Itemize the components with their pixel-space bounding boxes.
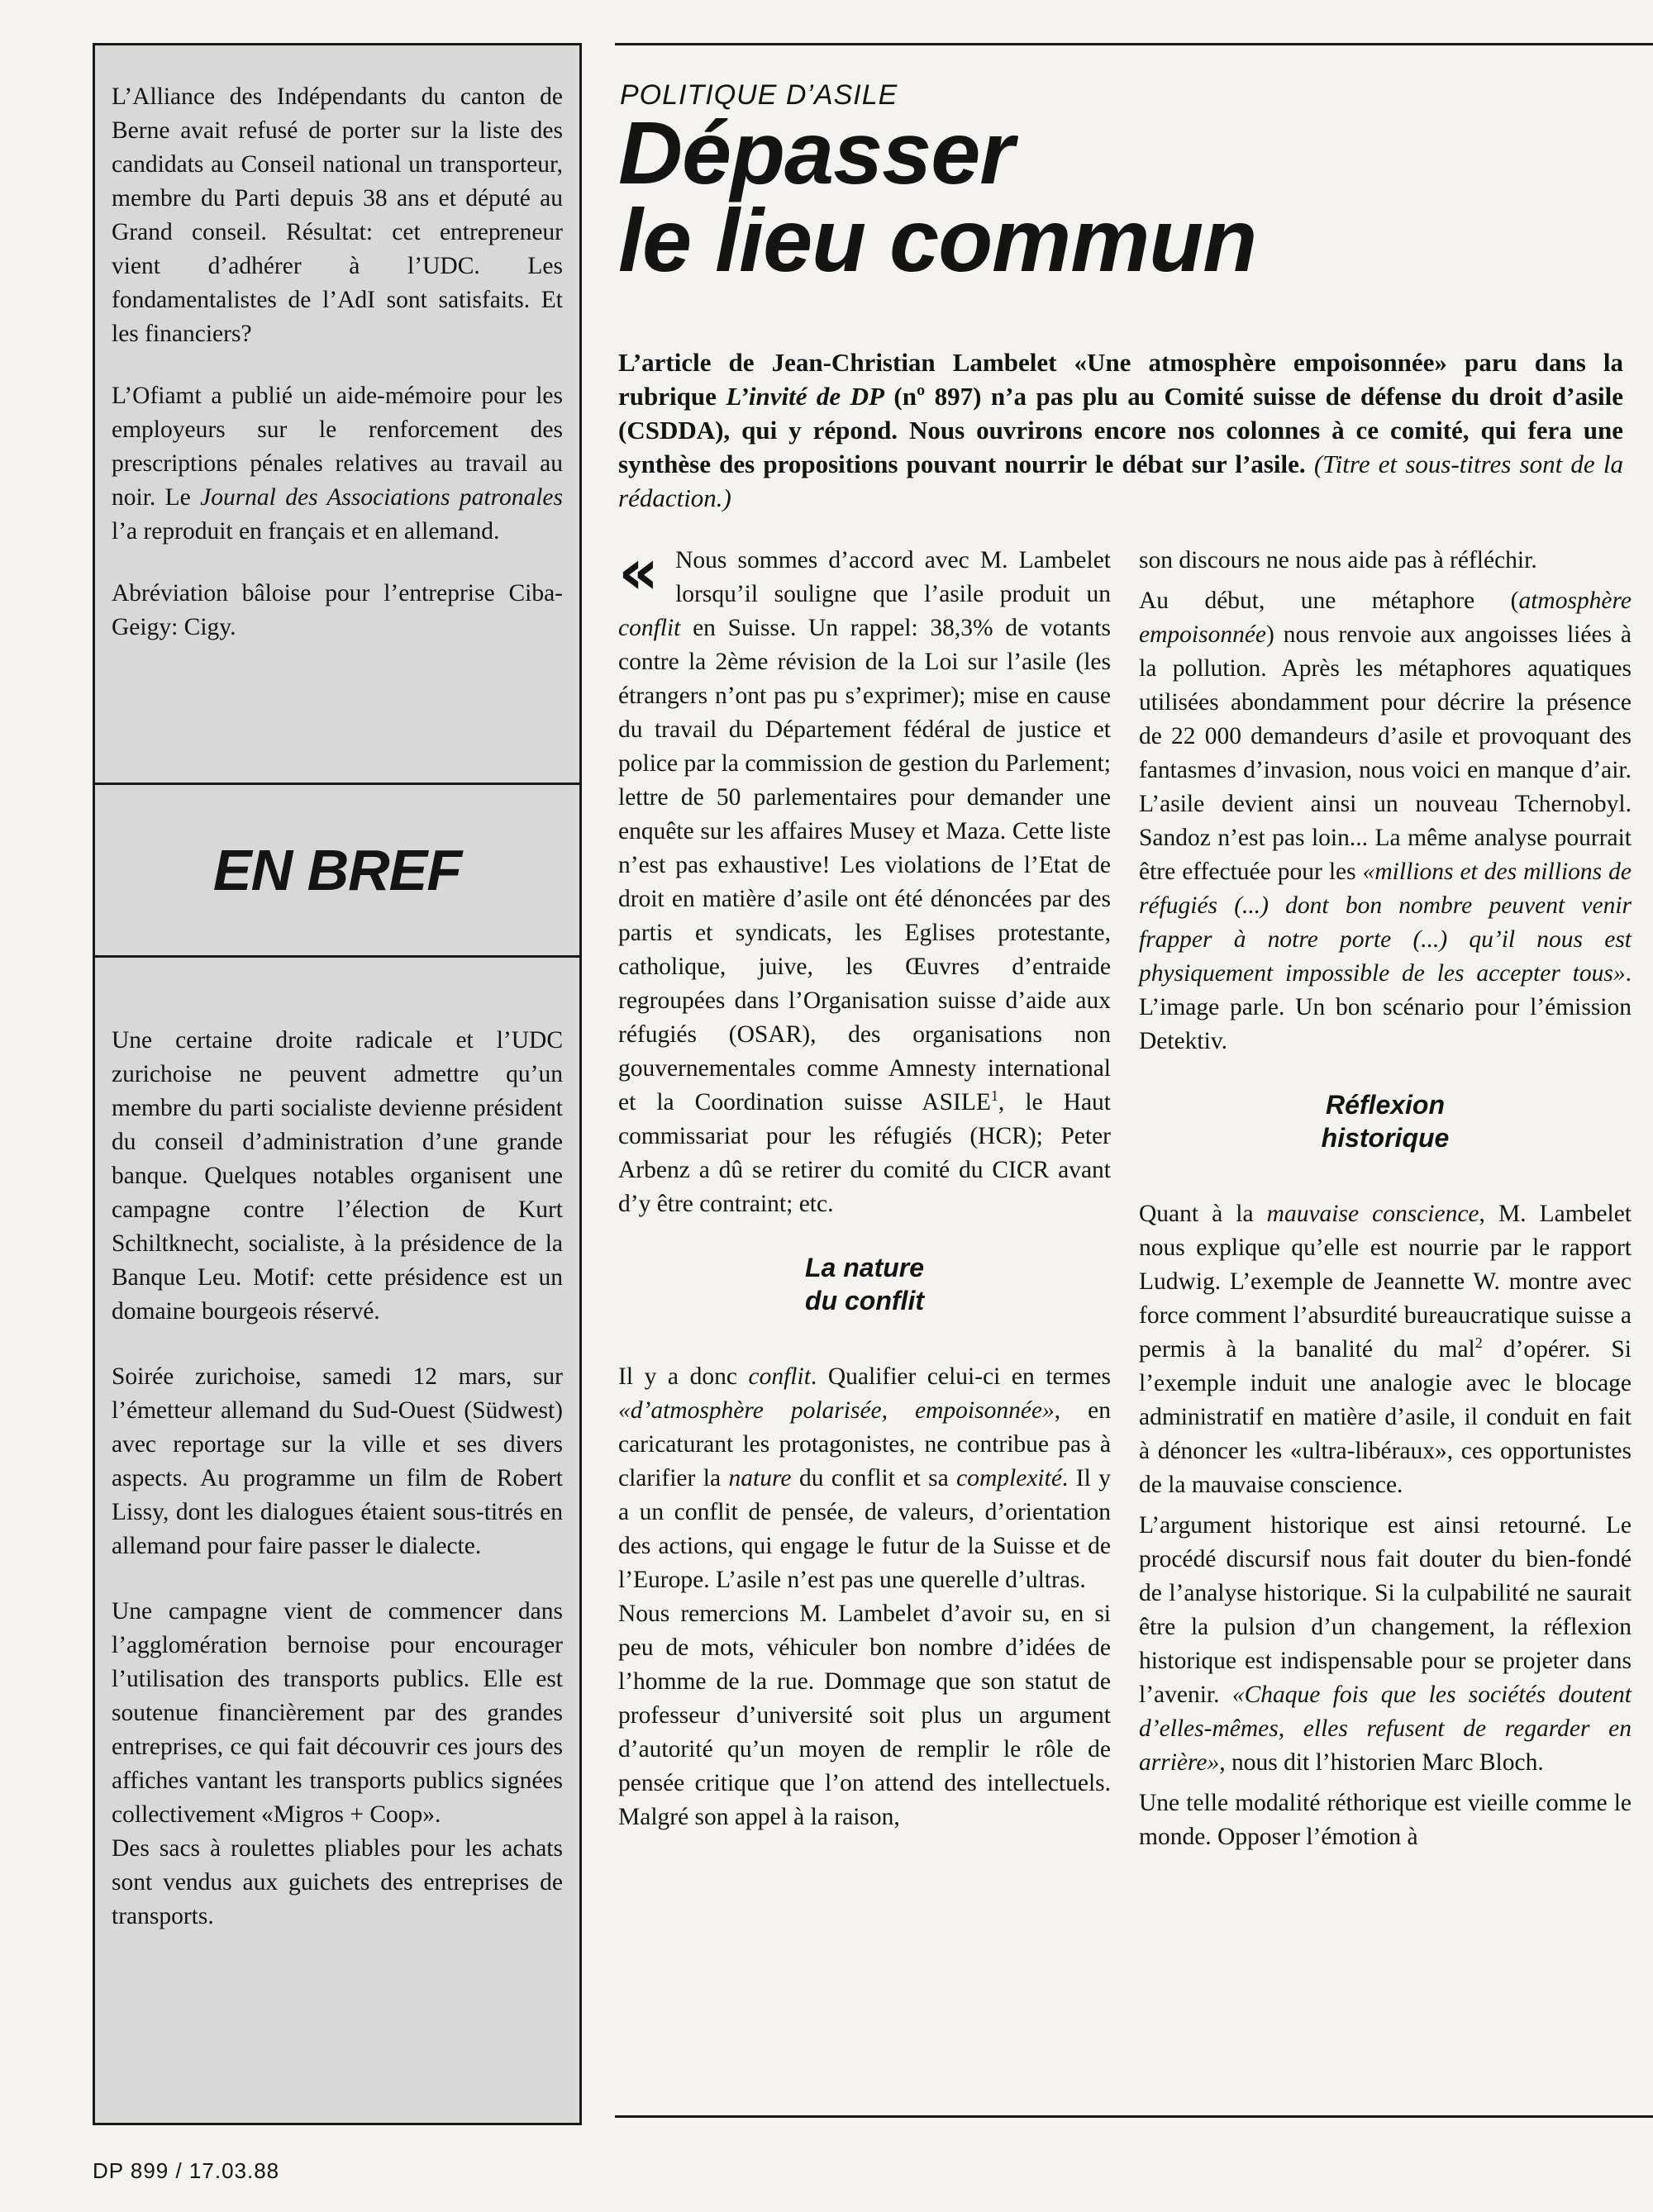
sidebar-title-band <box>95 783 579 958</box>
page-footer: DP 899 / 17.03.88 <box>93 2158 280 2183</box>
article-paragraph: Quant à la mauvaise conscience, M. Lambelet nous explique qu’elle est nourrie par le rapport Ludwig. L’exemple de Jeannette W. montre avec force comment l’absurdité bureaucratique suisse a permis à la banalité du mal$^2$ d’opérer. Si l’exemple induit une analogie avec le blocage administratif en matière d’asile, il conduit en fait à dénoncer les «ultra-libéraux», ces opportunistes de la mauvaise conscience. <box>1139 1201 1632 1498</box>
bottom-rule <box>615 2115 1653 2118</box>
sidebar-bottom-section <box>95 958 579 2123</box>
article-paragraph: L’argument historique est ainsi retourné. Le procédé discursif nous fait douter du bien-fondé de l’analyse historique. Si la culpabilité ne saurait être la pulsion d’un changement, la réflexion historique est indispensable pour se projeter dans l’avenir. «Chaque fois que les sociétés doutent d’elles-mêmes, elles refusent de regarder en arrière», nous dit l’historien Marc Bloch. <box>1139 1512 1632 1776</box>
article-rubric: POLITIQUE D’ASILE <box>620 79 898 111</box>
brief-item: Des sacs à roulettes pliables pour les achats sont vendus aux guichets des entreprises de transports. <box>112 1835 563 1929</box>
top-rule <box>615 43 1653 45</box>
sidebar-top-section <box>95 45 579 783</box>
sidebar-title: EN BREF <box>212 838 462 902</box>
brief-item: Une campagne vient de commencer dans l’agglomération bernoise pour encourager l’utilisation des transports publics. Elle est soutenue financièrement par des grandes entreprises, ce qui fait découvrir ces jours des affiches vantant les transports publics signées collectivement «Migros + Coop». <box>112 1598 563 1828</box>
brief-item: L’Ofiamt a publié un aide-mémoire pour les employeurs sur le renforcement des prescriptions pénales relatives au travail au noir. Le Journal des Associations patronales l’a reproduit en français et en allemand. <box>112 383 563 545</box>
article-column-1 <box>618 535 1111 1834</box>
subhead-reflexion-historique: Réflexion historique <box>1321 1090 1450 1153</box>
article-lead: L’article de Jean-Christian Lambelet «Une atmosphère empoisonnée» paru dans la rubrique L’invité de DP (nº 897) n’a pas plu au Comité suisse de défense du droit d’asile (CSDDA), qui y répond. Nous ouvrirons encore nos colonnes à ce comité, qui fera une synthèse des propositions pouvant nourrir le débat sur l’asile. (Titre et sous-titres sont de la rédaction.) <box>618 348 1623 512</box>
subhead-nature-conflit: La nature du conflit <box>804 1253 925 1315</box>
article-headline: Dépasser le lieu commun <box>618 102 1257 290</box>
sidebar-box <box>93 43 582 2125</box>
article-paragraph: Nous remercions M. Lambelet d’avoir su, en si peu de mots, véhiculer bon nombre d’idées de l’homme de la rue. Dommage que son statut de professeur d’université soit plus un argument d’autorité qu’un moyen de remplir le rôle de pensée critique que l’on attend des intellectuels. Malgré son appel à la raison, <box>618 1601 1111 1830</box>
opening-quote-icon: « <box>618 535 660 608</box>
article-column-2 <box>1139 544 1632 1854</box>
article-paragraph: son discours ne nous aide pas à réfléchir. <box>1139 547 1537 573</box>
brief-item: Une certaine droite radicale et l’UDC zurichoise ne peuvent admettre qu’un membre du parti socialiste devienne président du conseil d’administration d’une grande banque. Quelques notables organisent une campagne contre l’élection de Kurt Schiltknecht, socialiste, à la présidence de la Banque Leu. Motif: cette présidence est un domaine bourgeois réservé. <box>112 1027 563 1325</box>
brief-item: Abréviation bâloise pour l’entreprise Ciba-Geigy: Cigy. <box>112 580 563 640</box>
article-paragraph: « Nous sommes d’accord avec M. Lambelet lorsqu’il souligne que l’asile produit un conflit en Suisse. Un rappel: 38,3% de votants contre la 2ème révision de la Loi sur l’asile (les étrangers n’ont pas pu s’exprimer); mise en cause du travail du Département fédéral de justice et police par la commission de gestion du Parlement; lettre de 50 parlementaires pour demander une enquête sur les affaires Musey et Maza. Cette liste n’est pas exhaustive! Les violations de l’Etat de droit en matière d’asile ont été dénoncées par des partis et syndicats, les Eglises protestante, catholique, juive, les Œuvres d’entraide regroupées dans l’Organisation suisse d’aide aux réfugiés (OSAR), des organisations non gouvernementales comme Amnesty international et la Coordination suisse ASILE$^1$, le Haut commissariat pour les réfugiés (HCR); Peter Arbenz a dû se retirer du comité du CICR avant d’y être contraint; etc. <box>618 535 1111 1217</box>
article-paragraph: Une telle modalité réthorique est vieille comme le monde. Opposer l’émotion à <box>1139 1790 1632 1850</box>
article-paragraph: Au début, une métaphore (atmosphère empoisonnée) nous renvoie aux angoisses liées à la pollution. Après les métaphores aquatiques utilisées abondamment pour décrire la présence de 22 000 demandeurs d’asile et provoquant des fantasmes d’invasion, nous voici en manque d’air. L’asile devient ainsi un nouveau Tchernobyl. Sandoz n’est pas loin... La même analyse pourrait être effectuée pour les «millions et des millions de réfugiés (...) dont bon nombre peuvent venir frapper à notre porte (...) qu’il nous est physiquement impossible de les accepter tous». L’image parle. Un bon scénario pour l’émission Detektiv. <box>1139 587 1632 1054</box>
brief-item: L’Alliance des Indépendants du canton de Berne avait refusé de porter sur la liste des candidats au Conseil national un transporteur, membre du Parti depuis 38 ans et député au Grand conseil. Résultat: cet entrepreneur vient d’adhérer à l’UDC. Les fondamentalistes de l’AdI sont satisfaits. Et les financiers? <box>112 83 563 347</box>
article-paragraph: Il y a donc conflit. Qualifier celui-ci en termes «d’atmosphère polarisée, empoisonnée», en caricaturant les protagonistes, ne contribue pas à clarifier la nature du conflit et sa complexité. Il y a un conflit de pensée, de valeurs, d’orientation des actions, qui engage le futur de la Suisse et de l’Europe. L’asile n’est pas une querelle d’ultras. <box>618 1363 1111 1593</box>
brief-item: Soirée zurichoise, samedi 12 mars, sur l’émetteur allemand du Sud-Ouest (Südwest) avec reportage sur la ville et ses divers aspects. Au programme un film de Robert Lissy, dont les dialogues étaient sous-titrés en allemand pour faire passer le dialecte. <box>112 1363 563 1559</box>
